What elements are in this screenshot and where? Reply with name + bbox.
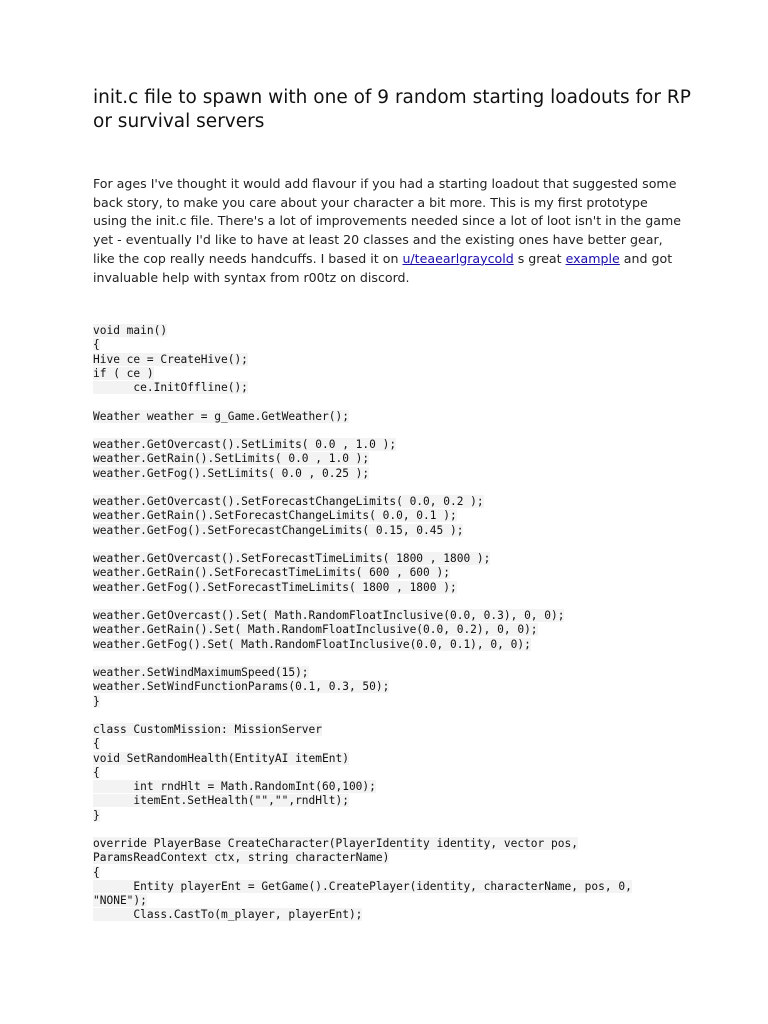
- code-line-text: if ( ce ): [93, 366, 154, 380]
- code-line-text: Hive ce = CreateHive();: [93, 352, 248, 366]
- code-line-text: weather.SetWindMaximumSpeed(15);: [93, 666, 309, 679]
- code-line: [93, 794, 693, 808]
- code-line-text: {: [93, 765, 100, 779]
- code-line-text: ParamsReadContext ctx, string characterName): [93, 851, 390, 865]
- code-line: [93, 709, 693, 723]
- code-block: [93, 324, 693, 923]
- code-line-text: {: [93, 338, 100, 352]
- code-line: [93, 367, 693, 381]
- code-line: [93, 652, 693, 666]
- code-line: [93, 495, 693, 509]
- intro-text-3: and got invaluable help with syntax from r00tz on discord.: [93, 250, 673, 285]
- code-line: [93, 552, 693, 566]
- code-line-text: void main(): [93, 324, 168, 337]
- code-line-text: weather.GetOvercast().SetLimits( 0.0 , 1.0 );: [93, 438, 397, 451]
- code-line: [93, 638, 693, 652]
- code-line-text: {: [93, 865, 100, 879]
- code-line: [93, 524, 693, 538]
- code-line: [93, 467, 693, 481]
- code-line: [93, 723, 693, 737]
- code-line-text: weather.GetFog().SetLimits( 0.0 , 0.25 );: [93, 466, 370, 480]
- code-line-text: {: [93, 737, 100, 751]
- code-line-text: weather.GetFog().SetForecastTimeLimits( 1800 , 1800 );: [93, 580, 457, 594]
- code-line-text: class CustomMission: MissionServer: [93, 723, 323, 736]
- code-line: [93, 595, 693, 609]
- code-line: [93, 823, 693, 837]
- code-line-text: weather.GetFog().Set( Math.RandomFloatInclusive(0.0, 0.1), 0, 0);: [93, 637, 531, 651]
- code-line-text: "NONE");: [93, 894, 147, 907]
- code-line: [93, 609, 693, 623]
- code-line: [93, 752, 693, 766]
- code-line: [93, 581, 693, 595]
- code-line: [93, 851, 693, 865]
- code-line: [93, 695, 693, 709]
- code-line: [93, 766, 693, 780]
- code-line-text: }: [93, 694, 100, 708]
- code-line: [93, 509, 693, 523]
- code-line: [93, 780, 693, 794]
- code-line: [93, 908, 693, 922]
- code-line-text: weather.SetWindFunctionParams(0.1, 0.3, 50);: [93, 680, 390, 694]
- code-line-text: itemEnt.SetHealth("","",rndHlt);: [93, 794, 349, 808]
- code-line: [93, 410, 693, 424]
- code-line: [93, 481, 693, 495]
- code-line: [93, 538, 693, 552]
- code-line-text: weather.GetRain().Set( Math.RandomFloatInclusive(0.0, 0.2), 0, 0);: [93, 623, 538, 637]
- code-line-text: weather.GetOvercast().SetForecastChangeLimits( 0.0, 0.2 );: [93, 495, 484, 508]
- code-line-text: weather.GetRain().SetForecastChangeLimits( 0.0, 0.1 );: [93, 509, 457, 523]
- user-link[interactable]: u/teaearlgraycold: [402, 250, 514, 266]
- document-title: init.c file to spawn with one of 9 random starting loadouts for RP or survival servers: [93, 87, 691, 132]
- code-line-text: void SetRandomHealth(EntityAI itemEnt): [93, 751, 349, 765]
- code-line: [93, 566, 693, 580]
- code-line: [93, 424, 693, 438]
- code-line-text: weather.GetRain().SetLimits( 0.0 , 1.0 );: [93, 452, 370, 466]
- code-line: [93, 338, 693, 352]
- code-line: [93, 452, 693, 466]
- code-line-text: override PlayerBase CreateCharacter(PlayerIdentity identity, vector pos,: [93, 837, 578, 850]
- code-line-text: }: [93, 808, 100, 822]
- code-line-text: weather.GetRain().SetForecastTimeLimits( 600 , 600 );: [93, 566, 450, 580]
- code-line: [93, 623, 693, 637]
- code-line: [93, 866, 693, 880]
- code-line-text: weather.GetOvercast().Set( Math.RandomFloatInclusive(0.0, 0.3), 0, 0);: [93, 609, 565, 622]
- code-line-text: weather.GetOvercast().SetForecastTimeLimits( 1800 , 1800 );: [93, 552, 491, 565]
- code-line: [93, 894, 693, 908]
- code-line: [93, 837, 693, 851]
- code-line: [93, 666, 693, 680]
- code-line-text: weather.GetFog().SetForecastChangeLimits( 0.15, 0.45 );: [93, 523, 464, 537]
- code-line: [93, 438, 693, 452]
- code-line: [93, 737, 693, 751]
- code-line: [93, 353, 693, 367]
- code-line-text: Class.CastTo(m_player, playerEnt);: [93, 908, 363, 922]
- code-line-text: ce.InitOffline();: [93, 381, 248, 394]
- intro-paragraph: [93, 175, 683, 287]
- code-line-text: Weather weather = g_Game.GetWeather();: [93, 409, 349, 423]
- intro-text-1: For ages I've thought it would add flavour if you had a starting loadout that suggested some back story, to make you care about your character a bit more. This is my first prototype using the init.c file. There's a lot of improvements needed since a lot of loot isn't in the game yet - eventually I'd like to have at least 20 classes and the existing ones have better gear, like the cop really needs handcuffs. I based it on: [93, 176, 682, 266]
- code-line: [93, 395, 693, 409]
- intro-text-2: s great: [513, 250, 566, 266]
- code-line: [93, 680, 693, 694]
- code-line: [93, 381, 693, 395]
- code-line: [93, 324, 693, 338]
- code-line: [93, 880, 693, 894]
- code-line: [93, 809, 693, 823]
- example-link[interactable]: example: [565, 250, 620, 266]
- code-line-text: int rndHlt = Math.RandomInt(60,100);: [93, 780, 376, 793]
- code-line-text: Entity playerEnt = GetGame().CreatePlayer(identity, characterName, pos, 0,: [93, 879, 632, 893]
